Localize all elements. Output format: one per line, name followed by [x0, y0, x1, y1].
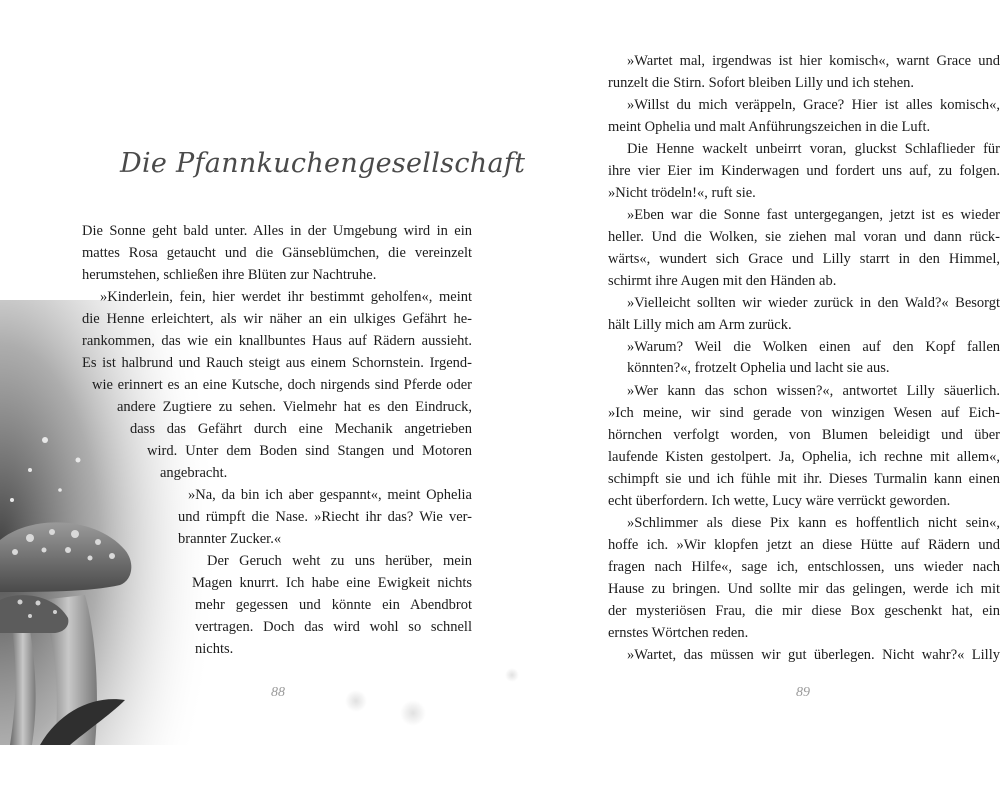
text-line: »Wartet, das müssen wir gut überlegen. Nicht wahr?« Lilly: [627, 647, 1000, 663]
text-line: Hause zu bringen. Und sollte mir das gelingen, werde ich mit: [608, 581, 1000, 597]
page-number-right: 89: [796, 685, 810, 700]
text-line: brannter Zucker.«: [178, 531, 282, 547]
text-line: »Vielleicht sollten wir wieder zurück in den Wald?« Besorgt: [627, 295, 1000, 311]
text-line: schirmt ihre Augen mit den Händen ab.: [608, 273, 837, 289]
text-line: fragen nach Hilfe«, sage ich, entschlossen, uns wieder nach: [608, 559, 1000, 575]
text-line: hoffe ich. »Wir klopfen jetzt an diese Hütte auf Rädern und: [608, 537, 1000, 553]
text-line: runzelt die Stirn. Sofort bleiben Lilly und ich stehen.: [608, 75, 915, 91]
text-line: wie erinnert es an eine Kutsche, doch nirgends sind Pferde oder: [92, 377, 472, 393]
text-line: meint Ophelia und malt Anführungszeichen in die Luft.: [608, 119, 931, 135]
text-line: Die Henne wackelt unbeirrt voran, gluckst Schlaflieder für: [627, 141, 1000, 157]
sparkle-dot: [345, 690, 367, 712]
sparkle-dot: [400, 700, 426, 726]
sparkle-dot: [505, 668, 519, 682]
text-line: hält Lilly mich am Arm zurück.: [608, 317, 792, 333]
text-line: Magen knurrt. Ich habe eine Ewigkeit nichts: [192, 575, 472, 591]
text-line: schimpft sie und ich fühle mit ihr. Dieses Turmalin kann einen: [608, 471, 1000, 487]
text-line: und rümpft die Nase. »Riecht ihr das? Wie ver-: [178, 509, 472, 525]
text-line: der mysteriösen Frau, die mir diese Box geschenkt hat, ein: [608, 603, 1000, 619]
text-line: wärts«, wundert sich Grace und Lilly starrt in den Himmel,: [608, 251, 1000, 267]
chapter-title: Die Pfannkuchengesellschaft: [120, 148, 526, 179]
text-line: »Eben war die Sonne fast untergegangen, jetzt ist es wieder: [627, 207, 1000, 223]
text-line: mattes Rosa getaucht und die Gänseblümchen, die vereinzelt: [82, 245, 472, 261]
text-line: ihre vier Eier im Kinderwagen und fordert uns auf, zu folgen.: [608, 163, 1000, 179]
text-line: echt überfordern. Ich wette, Lucy wäre verrückt geworden.: [608, 493, 951, 509]
text-line: »Ich meine, wir sind gerade von winzigen Wesen auf Eich-: [608, 405, 1000, 421]
text-line: »Schlimmer als diese Pix kann es hoffentlich nicht sein«,: [627, 515, 1000, 531]
text-line: rankommen, das wie ein knallbuntes Haus auf Rädern aussieht.: [82, 333, 472, 349]
text-line: andere Zugtiere zu sehen. Vielmehr hat es den Eindruck,: [117, 399, 472, 415]
text-line: »Kinderlein, fein, hier werdet ihr bestimmt geholfen«, meint: [100, 289, 472, 305]
text-line: »Warum? Weil die Wolken einen auf den Kopf fallen könnten?«, frotzelt Ophelia und lacht sie aus.: [627, 339, 1000, 376]
text-line: »Wer kann das schon wissen?«, antwortet Lilly säuerlich.: [627, 383, 1000, 399]
text-line: laufende Kisten gestolpert. Ja, Ophelia, ich rechne mit allem«,: [608, 449, 1000, 465]
text-line: vertragen. Doch das wird wohl so schnell: [195, 619, 472, 635]
text-line: Die Sonne geht bald unter. Alles in der Umgebung wird in ein: [82, 223, 472, 239]
text-line: nichts.: [195, 641, 234, 657]
text-line: angebracht.: [160, 465, 228, 481]
text-line: heller. Und die Wolken, sie ziehen mal voran und dann rück-: [608, 229, 1000, 245]
text-line: herumstehen, schließen ihre Blüten zur Nachtruhe.: [82, 267, 377, 283]
text-line: »Nicht trödeln!«, ruft sie.: [608, 185, 756, 201]
text-line: Der Geruch weht zu uns herüber, mein: [207, 553, 472, 569]
text-line: dass das Gefährt durch eine Mechanik angetrieben: [130, 421, 472, 437]
text-line: Es ist halbrund und Rauch steigt aus einem Schornstein. Irgend-: [82, 355, 472, 371]
page-number-left: 88: [271, 685, 285, 700]
text-line: mehr gegessen und könnte ein Abendbrot: [195, 597, 472, 613]
text-line: wird. Unter dem Boden sind Stangen und Motoren: [147, 443, 472, 459]
text-line: ernstes Wörtchen reden.: [608, 625, 749, 641]
text-line: hörnchen verfolgt worden, von Blumen beleidigt und über: [608, 427, 1000, 443]
text-line: »Na, da bin ich aber gespannt«, meint Ophelia: [188, 487, 472, 503]
text-line: »Wartet mal, irgendwas ist hier komisch«, warnt Grace und: [627, 53, 1000, 69]
text-line: »Willst du mich veräppeln, Grace? Hier ist alles komisch«,: [627, 97, 1000, 113]
text-line: die Henne erleichtert, als wir näher an ein ulkiges Gefährt he-: [82, 311, 472, 327]
